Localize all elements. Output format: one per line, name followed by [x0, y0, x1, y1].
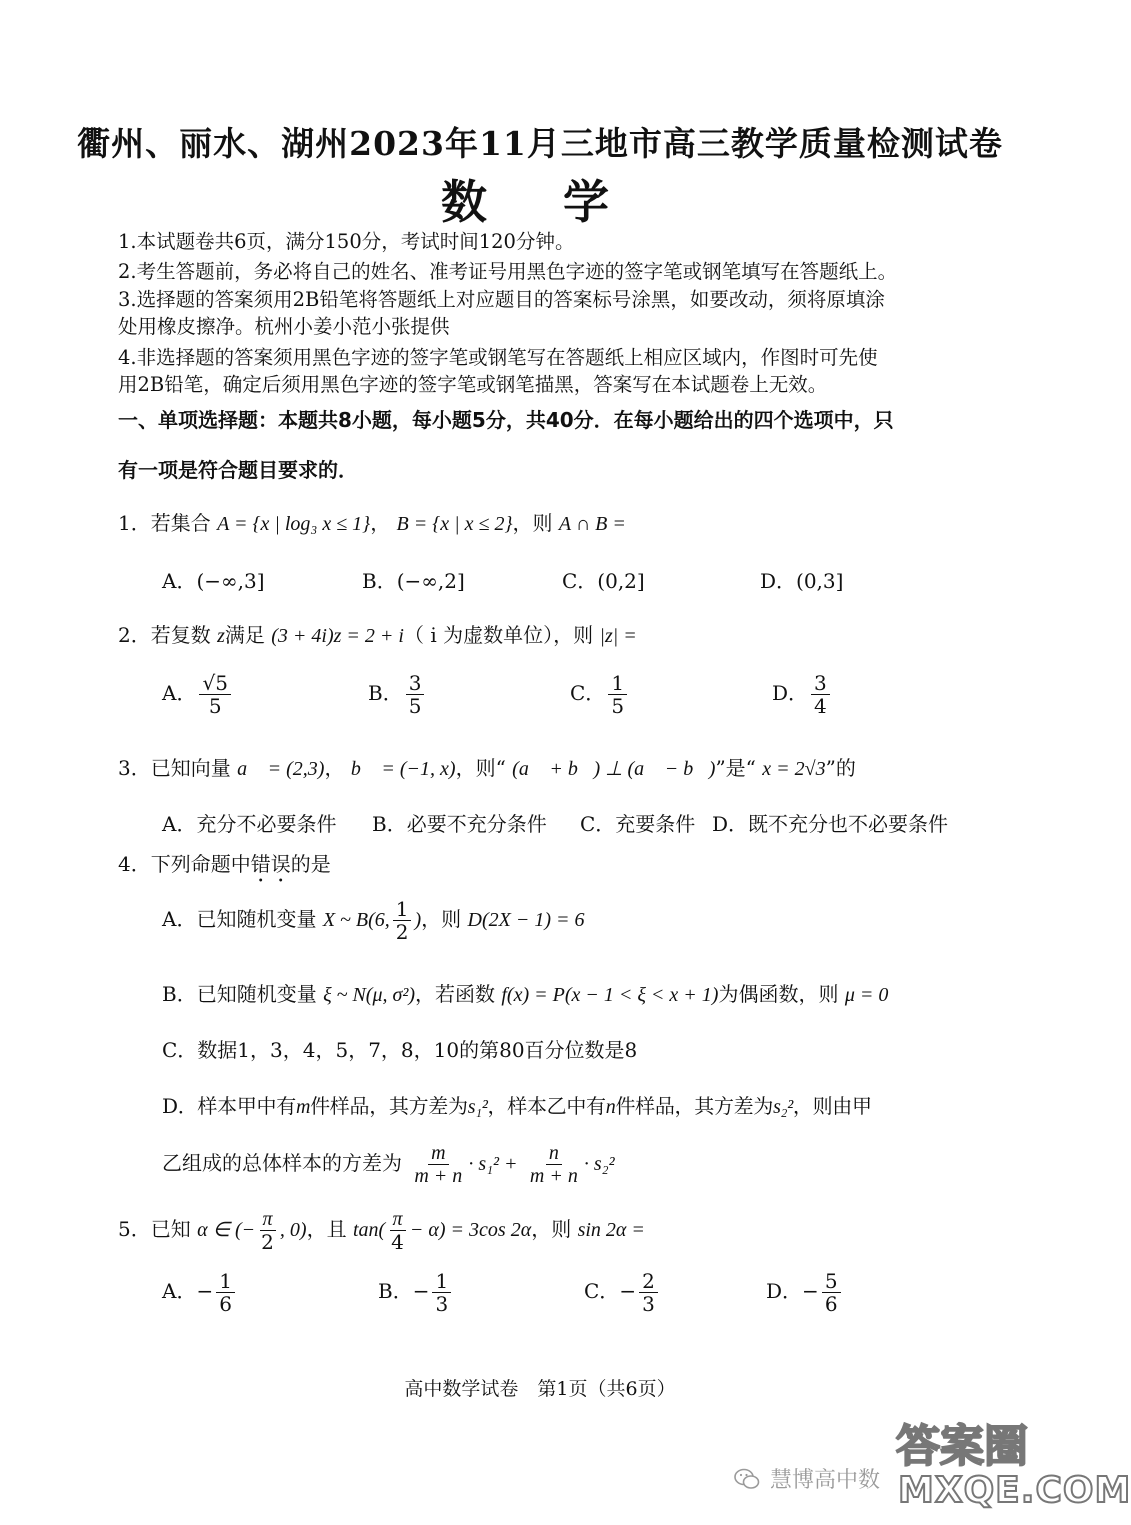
note-3: 3.选择题的答案须用2B铅笔将答题纸上对应题目的答案标号涂黑，如要改动，须将原填涂 — [118, 288, 885, 311]
q3-pre: 已知向量 — [150, 756, 231, 780]
q3-condition-2: x = 2√3 — [762, 758, 826, 780]
watermark-account — [734, 1463, 880, 1494]
exam-title: 衢州、丽水、湖州2023年11月三地市高三教学质量检测试卷 — [77, 124, 1003, 163]
q2-var: z — [217, 625, 225, 647]
q3-vector-b: b⃗ = (−1, x) — [350, 758, 456, 780]
q2-paren: （ i 为虚数单位），则 — [403, 623, 594, 647]
q2-a-den: 5 — [208, 694, 222, 718]
q3-option-c: C．充要条件 — [580, 812, 696, 836]
q3-option-b: B．必要不充分条件 — [372, 812, 547, 836]
q1-option-c: C．(0,2] — [562, 569, 645, 593]
q2-c-den: 5 — [611, 694, 625, 718]
q5-pre: 已知 — [150, 1217, 191, 1241]
q3-vector-a: a⃗ = (2,3) — [237, 758, 325, 780]
q4-option-c: C．数据1，3，4，5，7，8，10的第80百分位数是8 — [162, 1038, 638, 1062]
q2-option-a: A． $\frac{√5}{5}$ — [162, 672, 234, 717]
q1-number: 1． — [118, 511, 151, 535]
q5-option-d: D．− $\frac{5}{6}$ — [766, 1270, 844, 1315]
q2-d-num: 3 — [811, 672, 830, 695]
watermark-logo-url: MXQE.COM — [898, 1470, 1131, 1511]
q1-set-b: B = {x | x ≤ 2} — [396, 513, 513, 535]
q1-sep: ， — [370, 511, 391, 535]
note-1: 1.本试题卷共6页，满分150分，考试时间120分钟。 — [118, 230, 575, 253]
note-2: 2.考生答题前，务必将自己的姓名、准考证号用黑色字迹的签字笔或钢笔填写在答题纸上。 — [118, 260, 898, 283]
q1-pre: 若集合 — [150, 511, 211, 535]
q1-option-d: D．(0,3] — [760, 569, 844, 593]
q3-sep: ， — [324, 756, 345, 780]
q1-option-b: B．(−∞,2] — [362, 569, 465, 593]
q4-option-d: D．样本甲中有m件样品，其方差为s₁²，样本乙中有n件样品，其方差为s₂²，则由甲 — [162, 1094, 872, 1118]
subject-title: 数 学 — [440, 175, 639, 229]
q4-option-d-cont: 乙组成的总体样本的方差为 $\frac{m}{m + n}$ · s₁² + $\frac{n}{m + n}$ · s₂² — [162, 1142, 615, 1187]
q5-number: 5． — [118, 1217, 151, 1241]
q3-mid: ，则“ — [455, 756, 506, 780]
q3-post: ”的 — [825, 756, 856, 780]
q1-set-a: A = {x | log₃ x ≤ 1} — [217, 513, 371, 535]
note-3-cont: 处用橡皮擦净。杭州小姜小范小张提供 — [118, 315, 450, 338]
question-4 — [118, 848, 331, 887]
q2-mid: 满足 — [224, 623, 265, 647]
q2-option-b: B． $\frac{3}{5}$ — [368, 672, 427, 717]
q3-option-d: D．既不充分也不必要条件 — [712, 812, 949, 836]
question-5: 5．已知 α ∈ (− $\frac{\pi}{2}$ , 0)，且 tan( $\frac{\pi}{4}$ − α) = 3cos 2α，则 sin 2α = — [118, 1208, 645, 1254]
q2-a-num: √5 — [199, 672, 230, 695]
watermark-logo-cn: 答案圈 — [896, 1421, 1028, 1472]
q2-option-d: D． $\frac{3}{4}$ — [772, 672, 833, 717]
q2-d-den: 4 — [814, 694, 827, 718]
q2-c-num: 1 — [608, 672, 627, 695]
q2-ask: |z| = — [599, 625, 637, 647]
q4-option-b: B．已知随机变量 ξ ~ N(μ, σ²)，若函数 f(x) = P(x − 1 < ξ < x + 1)为偶函数，则 μ = 0 — [162, 982, 889, 1006]
q4-number: 4． — [118, 852, 151, 876]
q3-number: 3． — [118, 756, 151, 780]
q2-b-num: 3 — [406, 672, 425, 695]
q4-pre: 下列命题中 — [150, 852, 251, 876]
question-3 — [118, 752, 856, 781]
q4-option-a: A．已知随机变量 X ~ B(6, $\frac{1}{2}$ )，则 D(2X − 1) = 6 — [162, 897, 585, 944]
section-heading: 一、单项选择题：本题共8小题，每小题5分，共40分．在每小题给出的四个选项中，只 — [118, 408, 894, 432]
q4-emphasis: 错误 — [250, 852, 291, 876]
note-4-cont: 用2B铅笔，确定后须用黑色字迹的签字笔或钢笔描黑，答案写在本试题卷上无效。 — [118, 373, 828, 396]
watermark-logo — [896, 1410, 1131, 1522]
question-2 — [118, 619, 637, 648]
q5-option-b: B．− $\frac{1}{3}$ — [378, 1270, 454, 1315]
q4-post: 的是 — [290, 852, 331, 876]
q2-equation: (3 + 4i)z = 2 + i — [271, 625, 404, 647]
note-4: 4.非选择题的答案须用黑色字迹的签字笔或钢笔写在答题纸上相应区域内，作图时可先使 — [118, 346, 878, 369]
q3-option-a: A．充分不必要条件 — [162, 812, 337, 836]
page-footer: 高中数学试卷 第1页（共6页） — [404, 1378, 676, 1400]
watermark-account-name: 慧博高中数 — [770, 1468, 881, 1493]
q1-option-a: A．(−∞,3] — [162, 569, 265, 593]
q2-option-c: C． $\frac{1}{5}$ — [570, 672, 630, 717]
question-1 — [118, 507, 626, 536]
q3-condition: (a⃗ + b⃗) ⊥ (a⃗ − b⃗) — [512, 758, 716, 780]
wechat-icon — [734, 1468, 760, 1490]
q1-ask: A ∩ B = — [558, 513, 626, 535]
q3-mid2: ”是“ — [715, 756, 756, 780]
q5-option-c: C．− $\frac{2}{3}$ — [584, 1270, 661, 1315]
q5-option-a: A．− $\frac{1}{6}$ — [162, 1270, 238, 1315]
q1-post: ，则 — [512, 511, 553, 535]
q2-pre: 若复数 — [150, 623, 211, 647]
q2-number: 2． — [118, 623, 151, 647]
q2-b-den: 5 — [408, 694, 422, 718]
section-heading-cont: 有一项是符合题目要求的． — [118, 458, 358, 482]
